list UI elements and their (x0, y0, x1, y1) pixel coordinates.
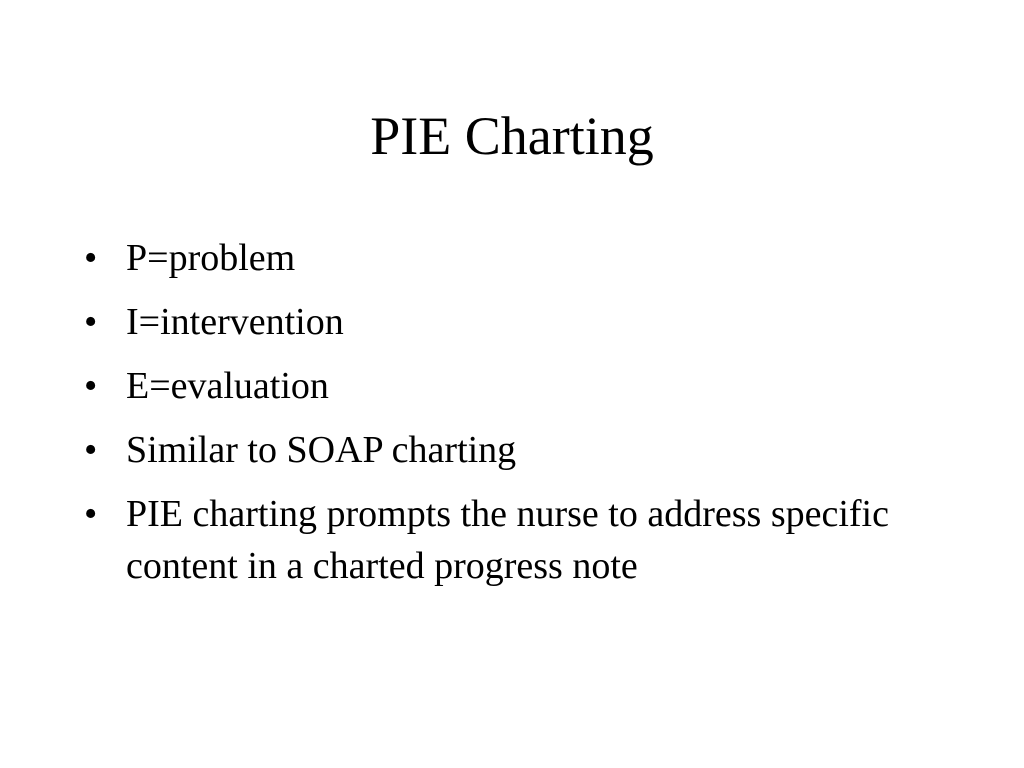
bullet-item-problem (84, 232, 924, 284)
bullet-text: PIE charting prompts the nurse to address specific content in a charted progress note (126, 493, 889, 587)
bullet-marker: • (84, 301, 98, 343)
bullet-item-intervention (84, 296, 924, 348)
bullet-item-evaluation (84, 360, 924, 412)
bullet-marker: • (84, 365, 98, 407)
bullet-marker: • (84, 237, 98, 279)
bullet-text: Similar to SOAP charting (126, 429, 517, 471)
bullet-text: P=problem (126, 237, 296, 279)
bullet-text: E=evaluation (126, 365, 329, 407)
bullet-marker: • (84, 429, 98, 471)
bullet-item-soap (84, 424, 924, 476)
bullet-text: I=intervention (126, 301, 344, 343)
bullet-item-pie-charting-description (84, 488, 924, 592)
bullet-marker: • (84, 493, 98, 535)
bullet-list (84, 232, 924, 604)
slide-title: PIE Charting (370, 106, 654, 166)
